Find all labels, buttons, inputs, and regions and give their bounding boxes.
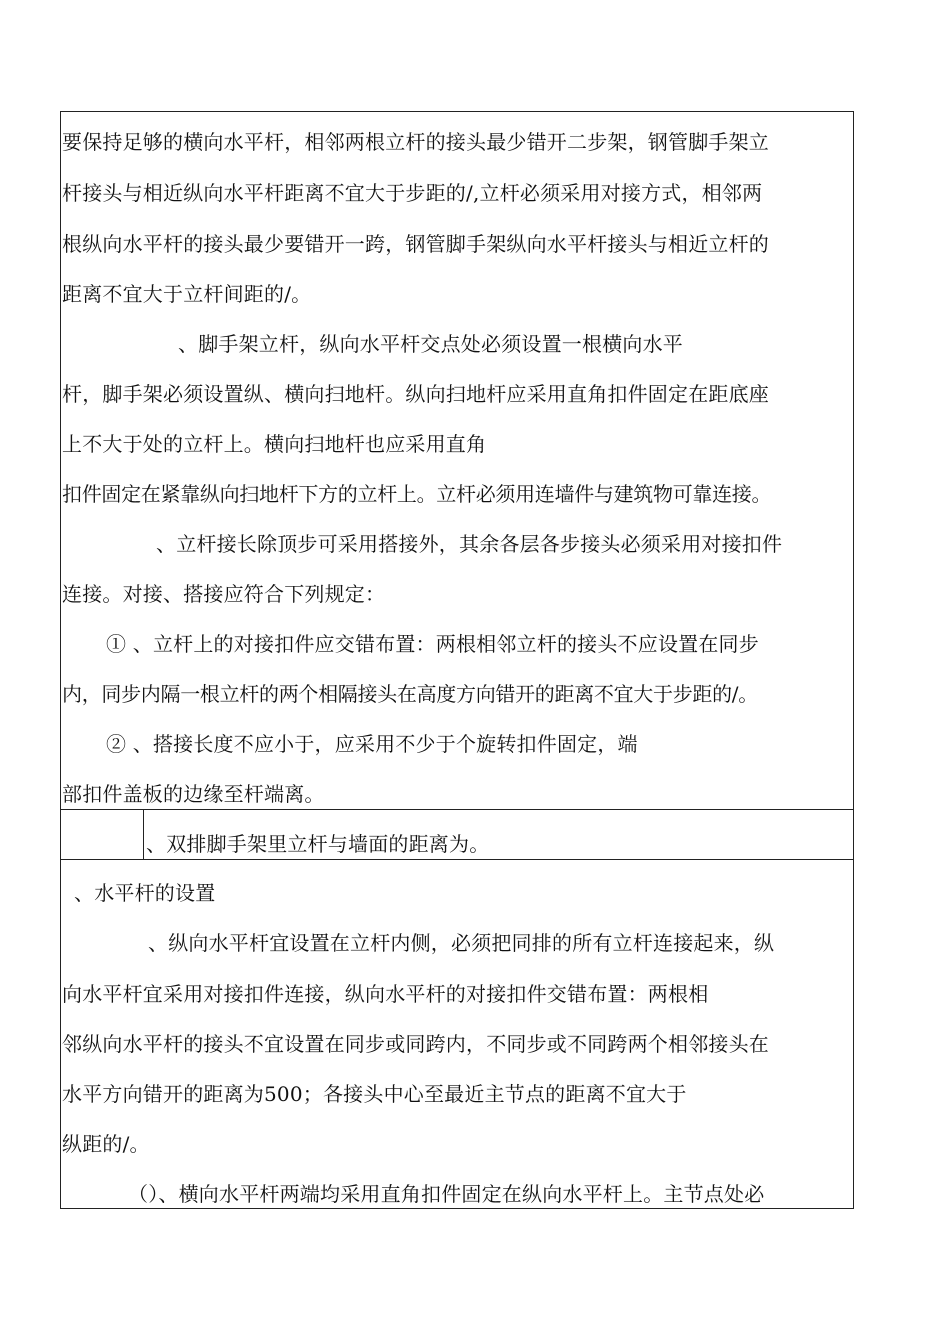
text-line: 连接。对接、搭接应符合下列规定：: [62, 582, 386, 606]
text-line: 内，同步内隔一根立杆的两个相隔接头在高度方向错开的距离不宜大于步距的/。: [62, 682, 758, 706]
text-line: 扣件固定在紧靠纵向扫地杆下方的立杆上。立杆必须用连墙件与建筑物可靠连接。: [62, 482, 772, 506]
text-line: 、纵向水平杆宜设置在立杆内侧，必须把同排的所有立杆连接起来，纵: [148, 931, 775, 955]
text-line: 邻纵向水平杆的接头不宜设置在同步或同跨内，不同步或不同跨两个相邻接头在: [62, 1032, 769, 1056]
section-heading: 、水平杆的设置: [74, 881, 216, 905]
text-line: 距离不宜大于立杆间距的/。: [62, 282, 312, 306]
text-line: （）、横向水平杆两端均采用直角扣件固定在纵向水平杆上。主节点处必: [128, 1182, 765, 1206]
text-line: 杆接头与相近纵向水平杆距离不宜大于步距的/,立杆必须采用对接方式，相邻两: [62, 181, 763, 205]
text-line: 部扣件盖板的边缘至杆端离。: [62, 782, 325, 806]
text-line: 水平方向错开的距离为500；各接头中心至最近主节点的距离不宜大于: [62, 1082, 687, 1106]
text-line: 根纵向水平杆的接头最少要错开一跨，钢管脚手架纵向水平杆接头与相近立杆的: [62, 232, 769, 256]
text-line: 杆，脚手架必须设置纵、横向扫地杆。纵向扫地杆应采用直角扣件固定在距底座: [62, 382, 769, 406]
text-line: ② 、搭接长度不应小于，应采用不少于个旋转扣件固定，端: [106, 732, 638, 756]
text-line: 要保持足够的横向水平杆，相邻两根立杆的接头最少错开二步架，钢管脚手架立: [62, 130, 769, 154]
text-line: 、立杆接长除顶步可采用搭接外，其余各层各步接头必须采用对接扣件: [156, 532, 783, 556]
text-line: 、双排脚手架里立杆与墙面的距离为。: [146, 832, 490, 856]
section2-divider: [143, 809, 144, 860]
text-line: 纵距的/。: [62, 1132, 150, 1156]
text-line: ① 、立杆上的对接扣件应交错布置：两根相邻立杆的接头不应设置在同步: [106, 632, 759, 656]
text-line: 、脚手架立杆，纵向水平杆交点处必须设置一根横向水平: [178, 332, 683, 356]
text-line: 向水平杆宜采用对接扣件连接，纵向水平杆的对接扣件交错布置：两根相: [62, 982, 709, 1006]
text-line: 上不大于处的立杆上。横向扫地杆也应采用直角: [62, 432, 487, 456]
